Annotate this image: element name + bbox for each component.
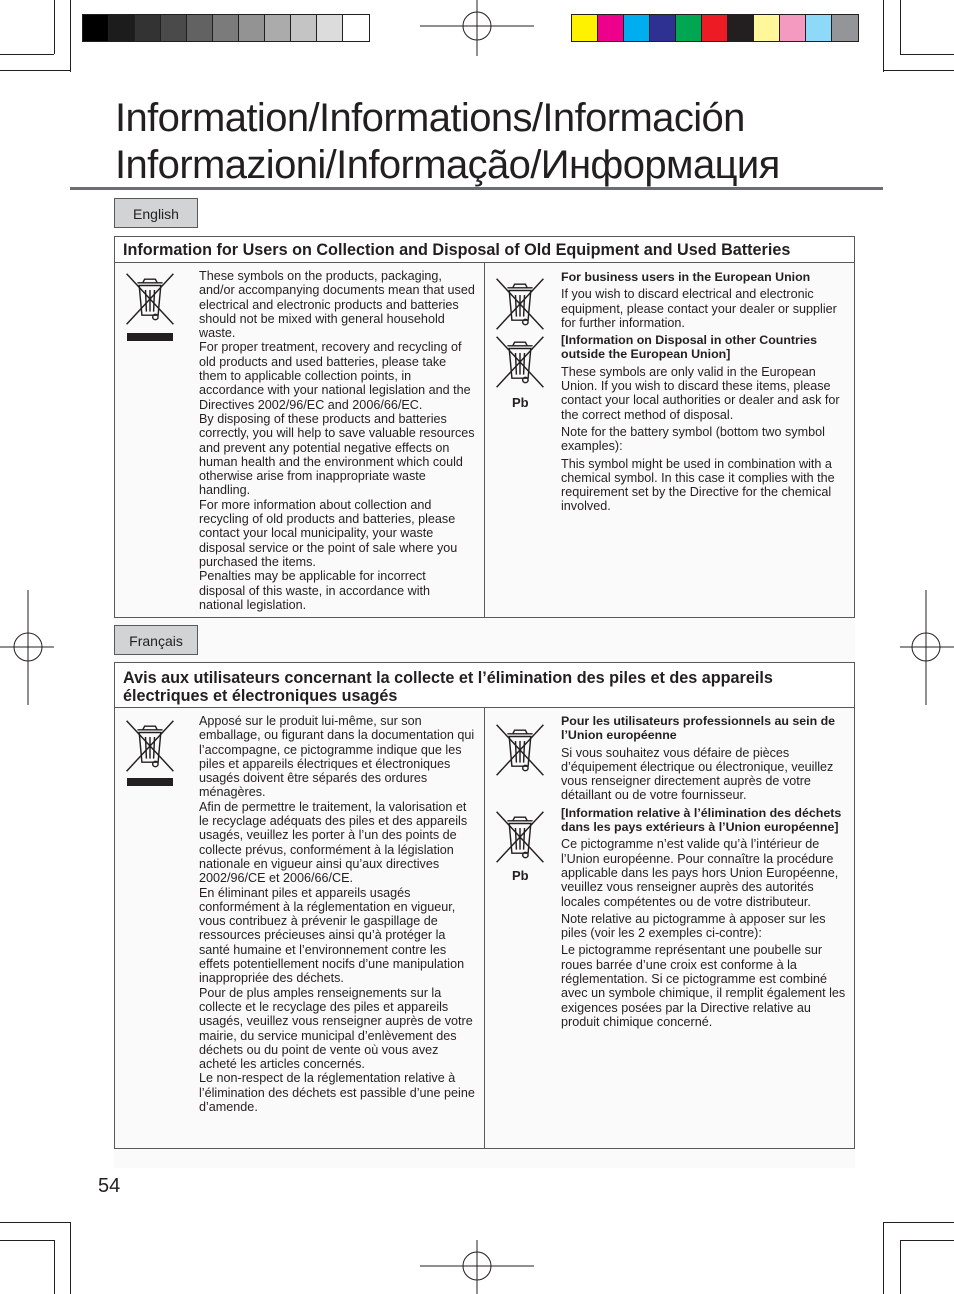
registration-mark-right [898, 590, 954, 705]
pb-chemical-symbol: Pb [512, 868, 529, 883]
gray-swatch [317, 15, 343, 41]
crossed-bin-icon [123, 271, 177, 327]
french-left-text [199, 714, 477, 1114]
english-right-text [561, 270, 845, 517]
paragraph: These symbols are only valid in the European Union. If you wish to discard these items, please contact your local authorities or dealer and ask for the correct method of disposal. [561, 364, 840, 422]
crossed-bin-battery-icon [493, 335, 547, 389]
english-tab-label: English [114, 198, 198, 228]
paragraph: If you wish to discard electrical and electronic equipment, please contact your dealer or supplier for further information. [561, 287, 837, 330]
page-title-line-2: Informazioni/Informação/Информация [115, 143, 780, 187]
gray-swatch [135, 15, 161, 41]
gray-swatch [291, 15, 317, 41]
paragraph: This symbol might be used in combination with a chemical symbol. In this case it complies with the requirement set by the Directive for the chemical involved. [561, 456, 835, 514]
grayscale-bar [82, 14, 370, 42]
gray-swatch [109, 15, 135, 41]
color-swatch [624, 15, 650, 41]
bin-black-bar [127, 333, 173, 341]
color-swatch [572, 15, 598, 41]
paragraph: For more information about collection and recycling of old products and batteries, please contact your local municipality, your waste disposal service or the point of sale where you purchased the items. [199, 497, 458, 569]
subheading: [Information on Disposal in other Countries outside the European Union] [561, 333, 818, 362]
subheading: [Information relative à l’élimination des déchets dans les pays extérieurs à l’Union européenne] [561, 805, 842, 835]
color-swatch [728, 15, 754, 41]
paragraph: En éliminant piles et appareils usagés conformément à la réglementation en vigueur, vous contribuez à prévenir le gaspillage de ressources précieuses ainsi qu’à protéger la santé humaine et l’environnement contre les effets potentiellement nocifs d’une manipulation inappropriée des déchets. [199, 885, 465, 986]
pb-chemical-symbol: Pb [512, 395, 529, 410]
page-title [115, 95, 780, 189]
registration-mark-top [420, 0, 534, 58]
subheading: Pour les utilisateurs professionnels au sein de l’Union européenne [561, 714, 836, 743]
paragraph: Note for the battery symbol (bottom two symbol examples): [561, 424, 825, 454]
process-color-bar [571, 14, 859, 42]
french-tab-label: Français [114, 625, 198, 655]
paragraph: Note relative au pictogramme à apposer sur les piles (voir les 2 exemples ci-contre): [561, 911, 826, 941]
color-swatch [806, 15, 832, 41]
crossed-bin-icon [123, 718, 177, 774]
gray-swatch [213, 15, 239, 41]
french-right-text [561, 714, 846, 1032]
french-right-cell [484, 707, 855, 1149]
english-right-cell [484, 262, 855, 618]
gray-swatch [265, 15, 291, 41]
color-swatch [754, 15, 780, 41]
gray-swatch [83, 15, 109, 41]
color-swatch [598, 15, 624, 41]
english-heading: Information for Users on Collection and Disposal of Old Equipment and Used Batteries [114, 236, 855, 263]
paragraph: Pour de plus amples renseignements sur la collecte et le recyclage des piles et appareils usagés, veuillez vous renseigner auprès de votre mairie, du service municipal d’enlèvement des déchets ou du point de vente où vous avez acheté les articles concernés. [199, 985, 473, 1072]
subheading: For business users in the European Union [561, 270, 811, 284]
paragraph: These symbols on the products, packaging, and/or accompanying documents mean that used electrical and electronic products and batteries should not be mixed with general household waste. [199, 269, 475, 341]
paragraph: Le non-respect de la réglementation relative à l’élimination des déchets est passible d’une peine d’amende. [199, 1071, 475, 1115]
english-left-text [199, 269, 475, 612]
crossed-bin-battery-icon [493, 810, 547, 864]
gray-swatch [239, 15, 265, 41]
registration-mark-left [0, 590, 56, 705]
color-swatch [832, 15, 858, 41]
color-swatch [780, 15, 806, 41]
paragraph: By disposing of these products and batteries correctly, you will help to save valuable resources and prevent any potential negative effects on human health and the environment which could otherwise arise from inappropriate waste handling. [199, 411, 475, 498]
paragraph: Penalties may be applicable for incorrect disposal of this waste, in accordance with national legislation. [199, 569, 431, 612]
french-left-cell [114, 707, 485, 1149]
crossed-bin-icon [493, 722, 547, 778]
gray-swatch [187, 15, 213, 41]
paragraph: Le pictogramme représentant une poubelle sur roues barrée d’une croix est conforme à la réglementation. Si ce pictogramme est combiné avec un symbole chimique, il remplit également les exigences posées par la Directive relative au produit chimique concerné. [561, 943, 846, 1029]
french-heading: Avis aux utilisateurs concernant la collecte et l’élimination des piles et des appareils électriques et électroniques usagés [114, 662, 855, 708]
paragraph: Ce pictogramme n’est valide qu’à l’intérieur de l’Union européenne. Pour connaître la procédure applicable dans les pays hors Union Européenne, veuillez vous renseigner auprès des autorités locales compétentes ou de votre distributeur. [561, 837, 839, 909]
paragraph: Si vous souhaitez vous défaire de pièces d’équipement électrique ou électronique, veuillez vous renseigner directement auprès de votre détaillant ou de votre fournisseur. [561, 745, 834, 803]
paragraph: For proper treatment, recovery and recycling of old products and used batteries, please take them to applicable collection points, in accordance with your national legislation and the Directives 2002/96/EC and 2006/66/EC. [199, 340, 471, 412]
color-swatch [650, 15, 676, 41]
bin-black-bar [127, 778, 173, 786]
english-left-cell [114, 262, 485, 618]
page-number: 54 [98, 1175, 121, 1197]
gray-swatch [343, 15, 369, 41]
gray-swatch [161, 15, 187, 41]
paragraph: Afin de permettre le traitement, la valorisation et le recyclage adéquats des piles et des appareils usagés, veuillez les porter à l’un des points de collecte prévus, conformément à la législation nationale en vigueur ainsi qu’aux directives 2002/96/CE et 2006/66/CE. [199, 799, 468, 886]
color-swatch [702, 15, 728, 41]
paragraph: Apposé sur le produit lui-même, sur son emballage, ou figurant dans la documentation qui l’accompagne, ce pictogramme indique que les piles et appareils électriques et électroniques usagés doivent être séparés des ordures ménagères. [199, 714, 475, 800]
page-title-line-1: Information/Informations/Información [115, 96, 745, 140]
color-swatch [676, 15, 702, 41]
title-divider [70, 187, 883, 190]
crossed-bin-icon [493, 277, 547, 331]
registration-mark-bottom [420, 1238, 534, 1294]
